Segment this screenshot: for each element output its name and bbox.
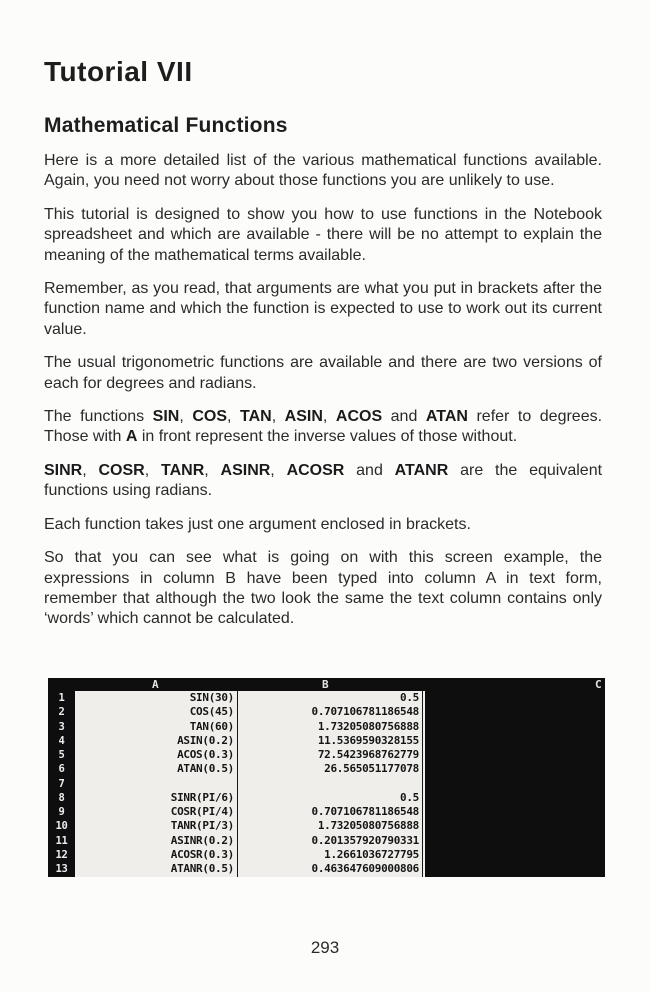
paragraph: This tutorial is designed to show you how to use functions in the Notebook spreadsheet and which are available - there will be no attempt to explain the meaning of the mathematical terms available. bbox=[44, 205, 602, 264]
cell-value: 1.73205080756888 bbox=[317, 819, 419, 833]
page-title: Tutorial VII bbox=[44, 56, 193, 87]
column-header: B bbox=[322, 678, 329, 691]
row-number: 1 bbox=[58, 692, 65, 704]
paragraph: So that you can see what is going on with this screen example, the expressions in column B have been typed into column A in text form, remember that although the two look the same the text column contains only ‘words’ which cannot be calculated. bbox=[44, 549, 602, 628]
spreadsheet-row-number-strip bbox=[48, 691, 75, 877]
column-header: A bbox=[152, 678, 159, 691]
page-number: 293 bbox=[310, 938, 340, 957]
spreadsheet-column-b bbox=[238, 691, 423, 877]
cell-expression: ACOSR(0.3) bbox=[170, 847, 234, 861]
cell-expression: COSR(PI/4) bbox=[170, 805, 234, 818]
row-number: 8 bbox=[58, 791, 65, 804]
paragraphs bbox=[44, 151, 602, 630]
row-number: 9 bbox=[58, 806, 65, 818]
row-number: 11 bbox=[55, 834, 68, 847]
cell-value: 0.5 bbox=[400, 790, 419, 804]
spreadsheet-column-header-row bbox=[48, 678, 605, 691]
row-number: 13 bbox=[55, 863, 68, 875]
row-number: 5 bbox=[58, 749, 65, 761]
paragraph: The functions SIN, COS, TAN, ASIN, ACOS and ATAN refer to degrees. Those with A in front represent the inverse values of those without. bbox=[44, 408, 603, 446]
cell-value: 11.5369590328155 bbox=[317, 733, 419, 747]
cell-value: 26.565051177078 bbox=[324, 762, 419, 776]
row-number: 12 bbox=[55, 848, 68, 861]
cell-expression: ASINR(0.2) bbox=[170, 833, 234, 847]
spreadsheet-column-a bbox=[75, 691, 238, 877]
spreadsheet-cells-panel bbox=[75, 691, 425, 877]
column-header: C bbox=[595, 678, 602, 691]
cell-value: 0.463647609000806 bbox=[311, 862, 419, 875]
paragraph: Here is a more detailed list of the various mathematical functions available. Again, you need not worry about those functions you are unlikely to use. bbox=[44, 152, 602, 190]
cell-value: 1.2661036727795 bbox=[324, 847, 419, 861]
cell-value: 0.5 bbox=[400, 691, 419, 704]
cell-value: 1.73205080756888 bbox=[317, 719, 419, 733]
cell-expression: ASIN(0.2) bbox=[177, 733, 234, 747]
cell-expression: ACOS(0.3) bbox=[177, 748, 234, 761]
section-title: Mathematical Functions bbox=[44, 114, 288, 137]
row-number: 6 bbox=[58, 763, 65, 776]
cell-expression: TAN(60) bbox=[189, 719, 234, 733]
row-number: 10 bbox=[55, 820, 68, 833]
cell-value: 0.707106781186548 bbox=[311, 805, 419, 818]
cell-value: 72.5423968762779 bbox=[317, 748, 419, 761]
cell-value bbox=[238, 777, 422, 791]
cell-expression: SIN(30) bbox=[189, 691, 234, 704]
text-column bbox=[44, 0, 602, 630]
paragraph: Each function takes just one argument enclosed in brackets. bbox=[44, 515, 471, 533]
paragraph: SINR, COSR, TANR, ASINR, ACOSR and ATANR are the equivalent functions using radians. bbox=[44, 461, 603, 500]
row-number: 4 bbox=[58, 734, 65, 747]
cell-value: 0.201357920790331 bbox=[311, 833, 419, 847]
cell-expression: TANR(PI/3) bbox=[170, 819, 234, 833]
cell-expression: ATANR(0.5) bbox=[170, 862, 234, 875]
cell-expression: COS(45) bbox=[189, 705, 234, 719]
row-number: 3 bbox=[58, 720, 65, 733]
cell-expression bbox=[75, 777, 237, 791]
cell-value: 0.707106781186548 bbox=[311, 705, 419, 719]
cell-expression: SINR(PI/6) bbox=[170, 790, 234, 804]
paragraph: The usual trigonometric functions are available and there are two versions of each for degrees and radians. bbox=[44, 354, 602, 392]
spreadsheet-screenshot bbox=[48, 678, 605, 877]
row-number: 2 bbox=[58, 706, 65, 719]
paragraph: Remember, as you read, that arguments are what you put in brackets after the function name and which the function is expected to use to work out its current value. bbox=[44, 280, 602, 338]
cell-expression: ATAN(0.5) bbox=[177, 762, 234, 776]
row-number: 7 bbox=[58, 777, 65, 790]
